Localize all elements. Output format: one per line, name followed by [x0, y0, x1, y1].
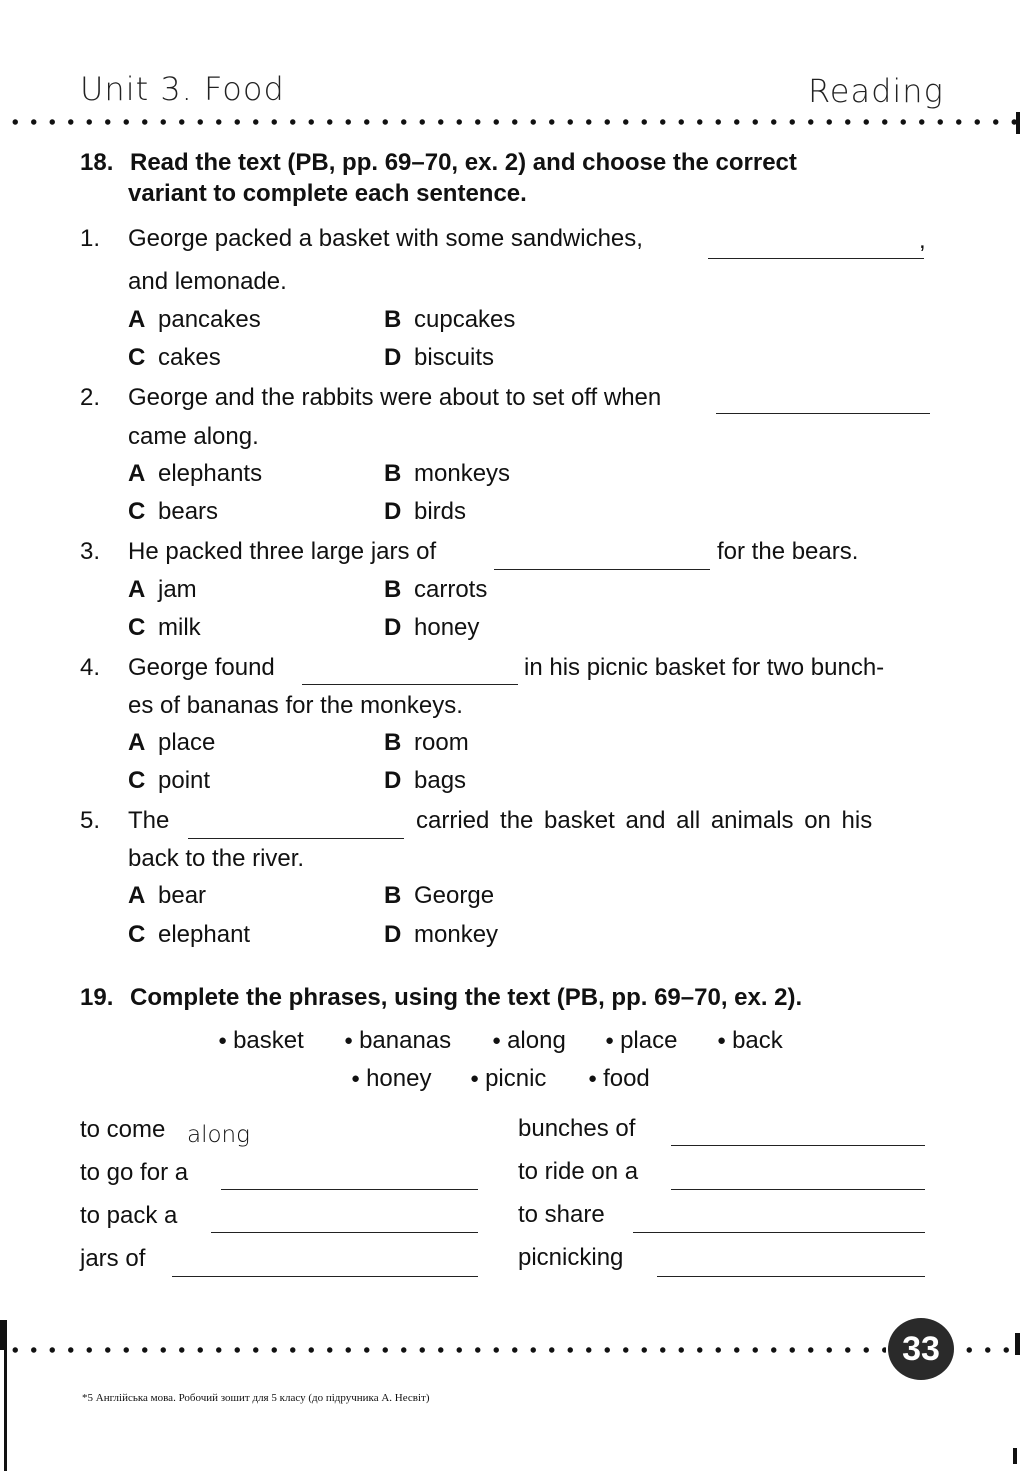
unit-title: Unit 3. Food [80, 70, 285, 108]
word-box-item: ● basket [218, 1027, 304, 1055]
item1-option-c[interactable]: C cakes [128, 344, 221, 371]
phrase-right-4-blank[interactable] [657, 1276, 925, 1277]
item2-option-b[interactable]: B monkeys [384, 460, 511, 487]
item4-option-c[interactable]: C point [128, 767, 211, 794]
item5-answer-blank[interactable] [188, 838, 404, 839]
phrase-left-2: to go for a [80, 1159, 189, 1186]
word-box-item: ● honey [351, 1065, 431, 1093]
task18-instruction-line2: variant to complete each sentence. [128, 180, 527, 207]
word-box-item: ● food [588, 1065, 650, 1093]
item1-comma: , [919, 227, 926, 254]
phrase-left-1: to come [80, 1116, 166, 1143]
item1-text-line2: and lemonade. [128, 268, 287, 295]
item4-text-line2: es of bananas for the monkeys. [128, 692, 463, 719]
footer-note: *5 Англійська мова. Робочий зошит для 5 класу (до підручника А. Несвіт) [82, 1392, 430, 1404]
scan-edge-mark [0, 1320, 7, 1350]
item4-option-b[interactable]: B room [384, 729, 469, 756]
task18-instruction-line1: Read the text (PB, pp. 69–70, ex. 2) and choose the correct [130, 149, 797, 176]
item3-option-b[interactable]: B carrots [384, 576, 488, 603]
item3-answer-blank[interactable] [494, 569, 710, 570]
task19-number: 19. [80, 984, 114, 1011]
item5-option-a[interactable]: A bear [128, 882, 207, 909]
item2-text-line2: came along. [128, 423, 259, 450]
item2-option-d[interactable]: D birds [384, 498, 467, 525]
bottom-dotted-divider [6, 1346, 886, 1354]
item4-answer-blank[interactable] [302, 684, 518, 685]
item1-option-b[interactable]: B cupcakes [384, 306, 516, 333]
item1-answer-blank[interactable] [708, 258, 924, 259]
item2-option-a[interactable]: A elephants [128, 460, 263, 487]
phrase-right-4: picnicking [518, 1244, 624, 1271]
scan-edge-mark [1013, 1448, 1017, 1464]
bottom-dotted-divider-right [960, 1346, 1018, 1354]
item3-option-c[interactable]: C milk [128, 614, 201, 641]
example-answer: along [187, 1122, 250, 1148]
phrase-left-3-blank[interactable] [211, 1232, 478, 1233]
item4-number: 4. [80, 654, 101, 681]
scan-edge-line [4, 1350, 7, 1471]
word-box-item: ● back [717, 1027, 783, 1055]
item1-option-d[interactable]: D biscuits [384, 344, 495, 371]
item3-option-a[interactable]: A jam [128, 576, 197, 603]
phrase-right-3-blank[interactable] [633, 1232, 925, 1233]
phrase-right-3: to share [518, 1201, 605, 1228]
page-number-badge: 33 [888, 1318, 954, 1380]
item3-text: He packed three large jars of [128, 538, 437, 565]
word-box-item: ● place [605, 1027, 677, 1055]
phrase-left-4: jars of [80, 1245, 146, 1272]
scan-edge-mark [1016, 112, 1020, 134]
item2-option-c[interactable]: C bears [128, 498, 219, 525]
item5-text-after: carried the basket and all animals on his [416, 807, 873, 834]
word-box-item: ● bananas [344, 1027, 451, 1055]
phrase-right-2: to ride on a [518, 1158, 639, 1185]
top-dotted-divider [6, 118, 1016, 126]
item4-text-after: in his picnic basket for two bunch- [524, 654, 885, 681]
task18-number: 18. [80, 149, 114, 176]
item1-number: 1. [80, 225, 101, 252]
item1-option-a[interactable]: A pancakes [128, 306, 261, 333]
item5-text-line2: back to the river. [128, 845, 305, 872]
section-title: Reading [808, 72, 944, 110]
item5-number: 5. [80, 807, 101, 834]
item2-answer-blank[interactable] [716, 413, 930, 414]
item4-text: George found [128, 654, 275, 681]
scan-edge-mark [1015, 1333, 1020, 1355]
item3-text-after: for the bears. [717, 538, 859, 565]
phrase-right-1: bunches of [518, 1115, 636, 1142]
item5-text: The [128, 807, 170, 834]
item2-number: 2. [80, 384, 101, 411]
item3-option-d[interactable]: D honey [384, 614, 480, 641]
phrase-right-1-blank[interactable] [671, 1145, 925, 1146]
word-box-item: ● along [492, 1027, 566, 1055]
item5-option-b[interactable]: B George [384, 882, 495, 909]
item3-number: 3. [80, 538, 101, 565]
phrase-left-2-blank[interactable] [221, 1189, 478, 1190]
item4-option-d[interactable]: D bags [384, 767, 467, 794]
phrase-left-3: to pack a [80, 1202, 178, 1229]
phrase-left-4-blank[interactable] [172, 1276, 478, 1277]
item1-text: George packed a basket with some sandwiches, [128, 225, 643, 252]
item4-option-a[interactable]: A place [128, 729, 216, 756]
word-box-item: ● picnic [470, 1065, 546, 1093]
item5-option-c[interactable]: C elephant [128, 921, 251, 948]
item2-text: George and the rabbits were about to set off when [128, 384, 662, 411]
phrase-right-2-blank[interactable] [671, 1189, 925, 1190]
item5-option-d[interactable]: D monkey [384, 921, 499, 948]
task19-instruction: Complete the phrases, using the text (PB, pp. 69–70, ex. 2). [130, 984, 803, 1011]
